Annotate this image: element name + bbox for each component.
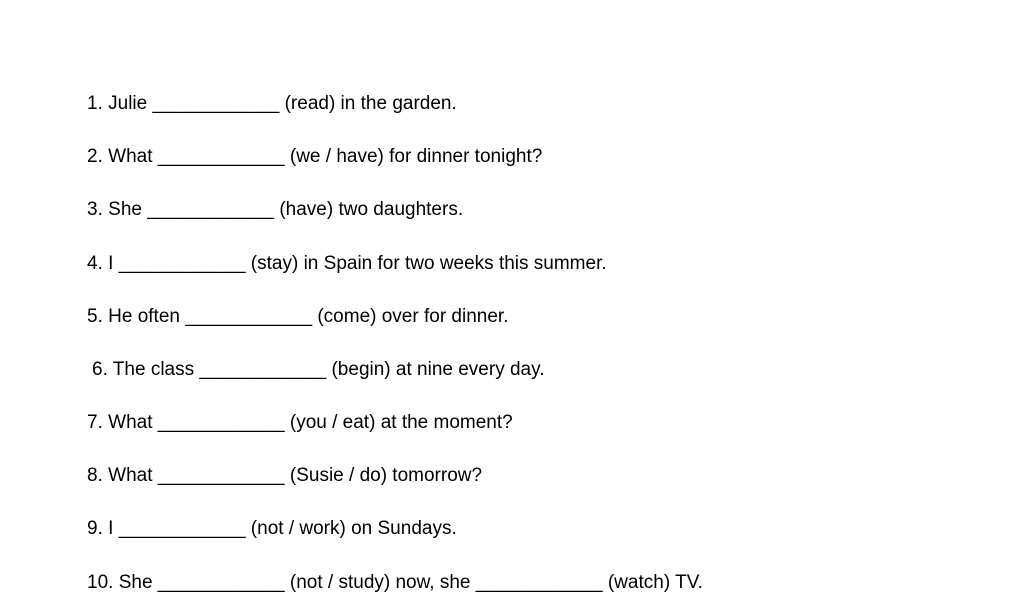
- item-number: 6.: [92, 359, 108, 380]
- answer-blank[interactable]: ____________: [157, 146, 285, 167]
- answer-blank[interactable]: ____________: [118, 253, 246, 274]
- answer-blank[interactable]: ____________: [152, 93, 280, 114]
- item-text-after: (begin) at nine every day.: [331, 359, 545, 380]
- answer-blank[interactable]: ____________: [157, 465, 285, 486]
- exercise-item-8: [87, 462, 482, 490]
- item-text-before: He often: [108, 306, 180, 327]
- item-text-after: (you / eat) at the moment?: [289, 412, 513, 433]
- item-text-after: (stay) in Spain for two weeks this summer.: [250, 253, 607, 274]
- exercise-item-5: [87, 303, 508, 331]
- item-number: 5.: [87, 306, 103, 327]
- item-text-after: (not / study) now, she: [289, 572, 471, 593]
- answer-blank[interactable]: ____________: [157, 412, 285, 433]
- item-number: 9.: [87, 518, 103, 539]
- exercise-item-3: [87, 196, 463, 224]
- item-number: 4.: [87, 253, 103, 274]
- item-text-before: I: [108, 253, 114, 274]
- answer-blank[interactable]: ____________: [118, 518, 246, 539]
- answer-blank[interactable]: ____________: [185, 306, 313, 327]
- exercise-item-1: [87, 90, 457, 118]
- item-text-before: The class: [112, 359, 195, 380]
- item-text-before: What: [108, 146, 153, 167]
- item-number: 8.: [87, 465, 103, 486]
- answer-blank[interactable]: ____________: [157, 572, 285, 593]
- item-text-before: I: [108, 518, 114, 539]
- item-number: 3.: [87, 199, 103, 220]
- item-number: 1.: [87, 93, 103, 114]
- answer-blank-second[interactable]: ____________: [475, 572, 603, 593]
- item-number: 2.: [87, 146, 103, 167]
- item-text-after: (we / have) for dinner tonight?: [289, 146, 543, 167]
- item-text-after-second: (watch) TV.: [607, 572, 703, 593]
- answer-blank[interactable]: ____________: [147, 199, 275, 220]
- item-text-after: (not / work) on Sundays.: [250, 518, 457, 539]
- answer-blank[interactable]: ____________: [199, 359, 327, 380]
- item-text-before: What: [108, 412, 153, 433]
- exercise-item-7: [87, 409, 513, 437]
- item-number: 7.: [87, 412, 103, 433]
- exercise-item-2: [87, 143, 542, 171]
- item-number: 10.: [87, 572, 114, 593]
- item-text-before: She: [108, 199, 142, 220]
- item-text-before: What: [108, 465, 153, 486]
- exercise-item-4: [87, 250, 607, 278]
- item-text-after: (Susie / do) tomorrow?: [289, 465, 483, 486]
- item-text-after: (read) in the garden.: [284, 93, 457, 114]
- exercise-item-10: [87, 569, 703, 597]
- exercise-item-6: [92, 356, 544, 384]
- item-text-before: Julie: [108, 93, 148, 114]
- item-text-after: (come) over for dinner.: [317, 306, 509, 327]
- exercise-item-9: [87, 515, 457, 543]
- item-text-after: (have) two daughters.: [279, 199, 464, 220]
- item-text-before: She: [118, 572, 153, 593]
